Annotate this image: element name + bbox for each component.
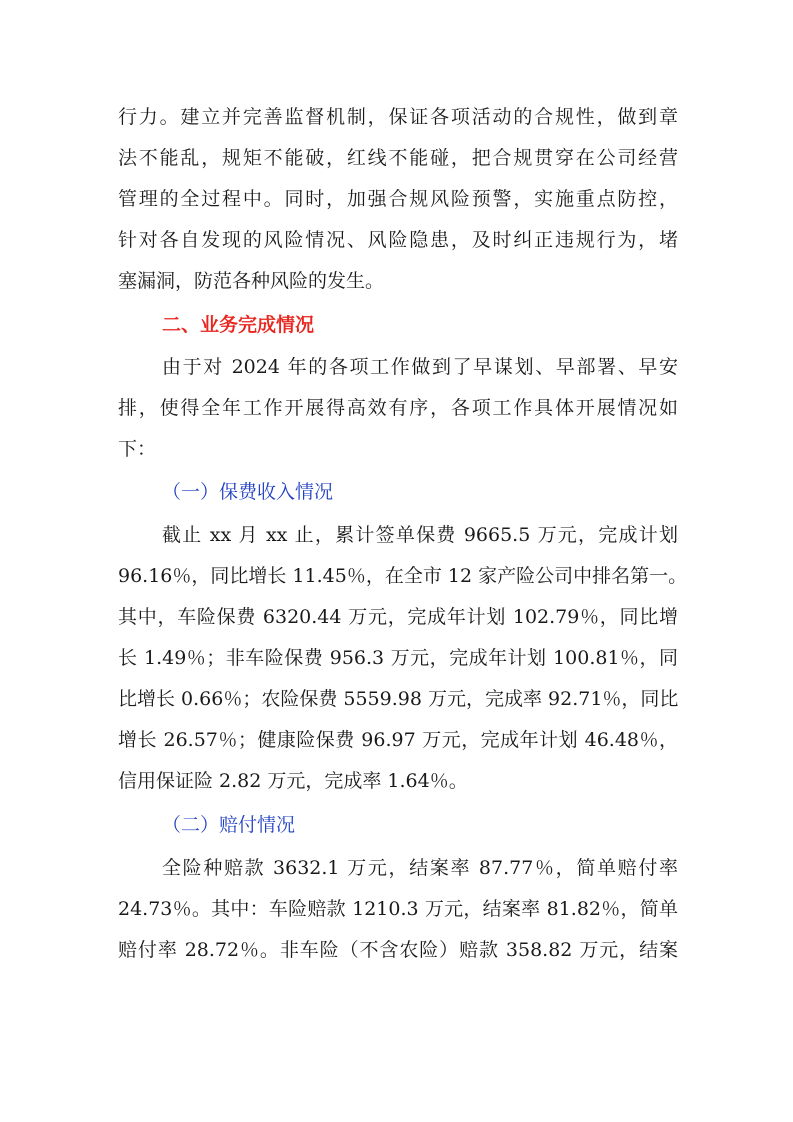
premium-line-3: 其中，车险保费 6320.44 万元，完成年计划 102.79％，同比增	[118, 606, 678, 628]
claims-line-3: 赔付率 28.72％。非车险（不含农险）赔款 358.82 万元，结案	[118, 939, 678, 961]
section2-line-3: 下：	[118, 438, 157, 460]
section2-line-1: 由于对 2024 年的各项工作做到了早谋划、早部署、早安	[162, 356, 678, 378]
premium-line-2: 96.16％，同比增长 11.45％，在全市 12 家产险公司中排名第一。	[118, 565, 688, 587]
intro-line-5: 塞漏洞，防范各种风险的发生。	[118, 270, 385, 292]
premium-line-4: 长 1.49％；非车险保费 956.3 万元，完成年计划 100.81％，同	[118, 647, 678, 669]
intro-line-3: 管理的全过程中。同时，加强合规风险预警，实施重点防控，	[118, 188, 678, 210]
section-heading-business: 二、业务完成情况	[162, 314, 315, 336]
claims-line-1: 全险种赔款 3632.1 万元，结案率 87.77％，简单赔付率	[162, 857, 678, 879]
premium-line-6: 增长 26.57％；健康险保费 96.97 万元，完成年计划 46.48％，	[118, 729, 678, 751]
intro-line-1: 行力。建立并完善监督机制，保证各项活动的合规性，做到章	[118, 106, 678, 128]
intro-line-2: 法不能乱，规矩不能破，红线不能碰，把合规贯穿在公司经营	[118, 147, 678, 169]
intro-line-4: 针对各自发现的风险情况、风险隐患，及时纠正违规行为，堵	[118, 229, 678, 251]
premium-line-7: 信用保证险 2.82 万元，完成率 1.64％。	[118, 770, 468, 792]
subsection-heading-claims: （二）赔付情况	[162, 814, 296, 836]
subsection-heading-premium: （一）保费收入情况	[162, 481, 334, 503]
premium-line-5: 比增长 0.66％；农险保费 5559.98 万元，完成率 92.71％，同比	[118, 688, 679, 710]
premium-line-1: 截止 xx 月 xx 止，累计签单保费 9665.5 万元，完成计划	[162, 524, 678, 546]
claims-line-2: 24.73％。其中：车险赔款 1210.3 万元，结案率 81.82％，简单	[118, 898, 678, 920]
section2-line-2: 排，使得全年工作开展得高效有序，各项工作具体开展情况如	[118, 397, 678, 419]
